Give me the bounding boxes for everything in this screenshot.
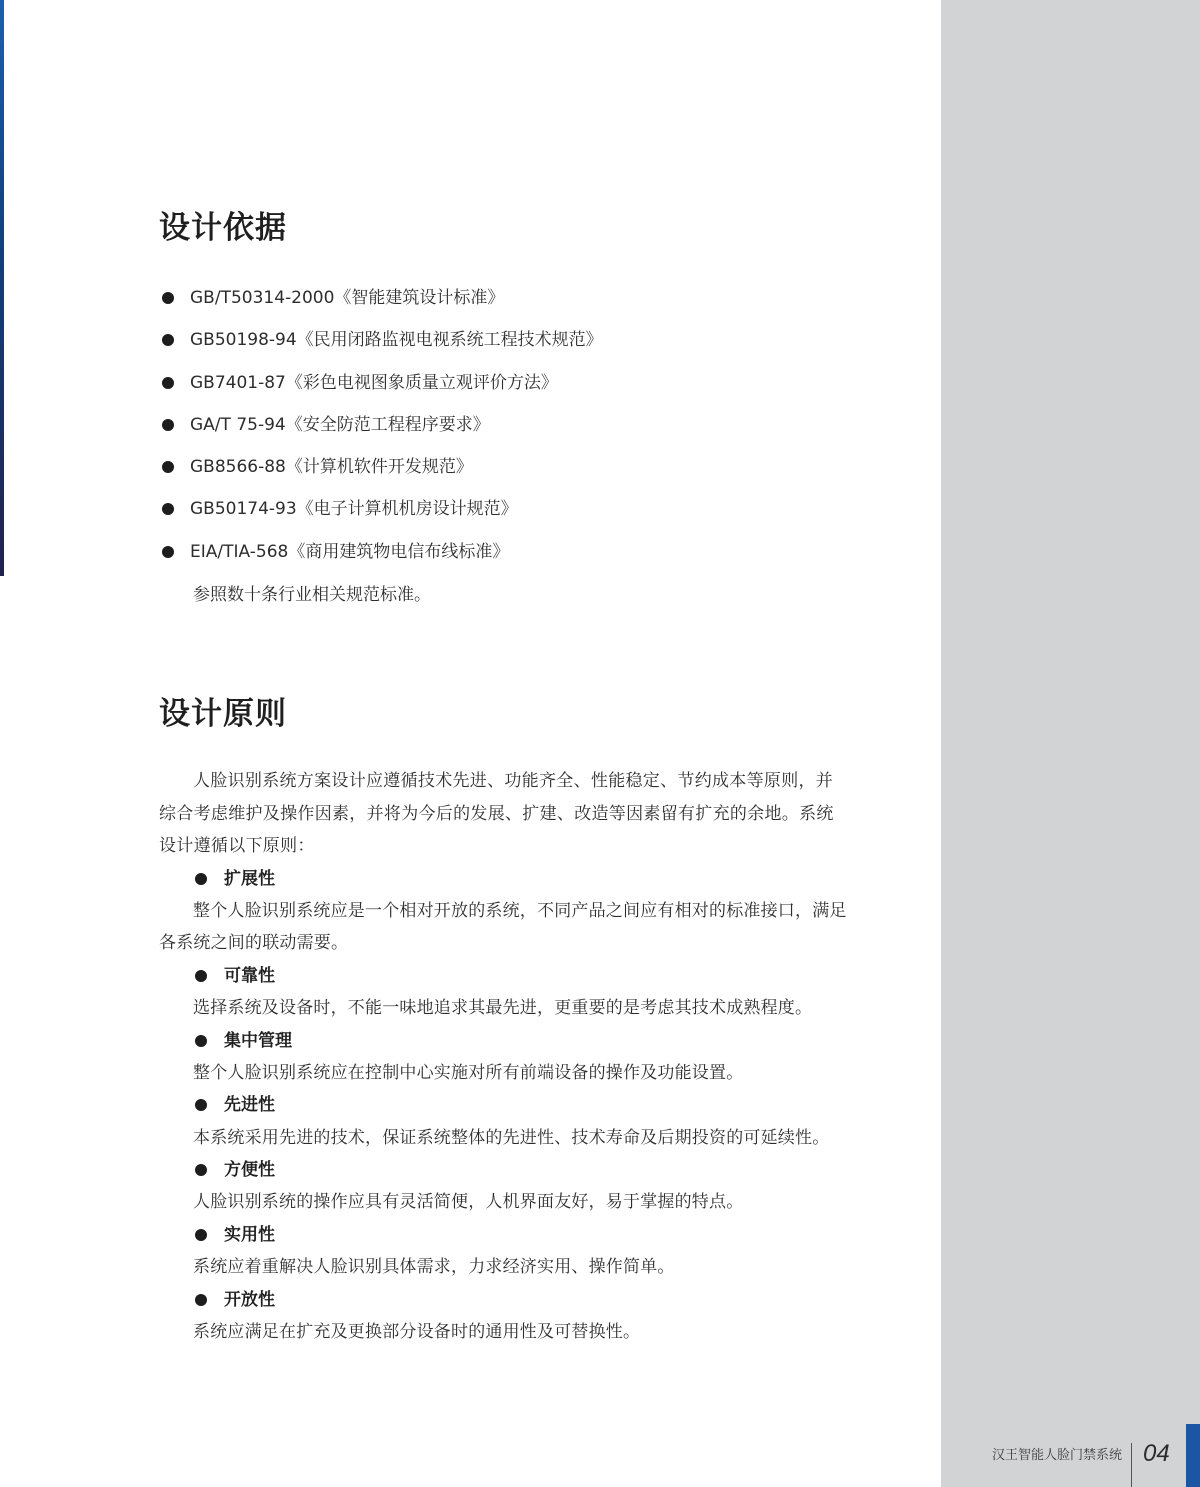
basis-item-text: GB8566-88《计算机软件开发规范》 bbox=[190, 457, 473, 478]
principle-heading bbox=[159, 1089, 849, 1121]
design-basis-list bbox=[160, 285, 603, 581]
principle-heading bbox=[159, 1025, 849, 1057]
bullet-icon bbox=[162, 292, 174, 304]
right-side-panel bbox=[941, 0, 1200, 1487]
principle-heading-text: 先进性 bbox=[224, 1095, 275, 1116]
bullet-icon bbox=[162, 419, 174, 431]
basis-item-text: GB50174-93《电子计算机机房设计规范》 bbox=[190, 499, 518, 520]
list-item bbox=[160, 412, 603, 454]
principle-heading-text: 开放性 bbox=[224, 1289, 275, 1310]
principle-item bbox=[159, 863, 849, 960]
principle-heading-text: 扩展性 bbox=[224, 868, 275, 889]
principle-heading-text: 可靠性 bbox=[224, 965, 275, 986]
principle-item bbox=[159, 1025, 849, 1090]
principle-heading bbox=[159, 1219, 849, 1251]
principle-heading bbox=[159, 1284, 849, 1316]
principle-item bbox=[159, 1219, 849, 1284]
principle-description: 系统应满足在扩充及更换部分设备时的通用性及可替换性。 bbox=[193, 1322, 641, 1343]
bullet-icon bbox=[162, 377, 174, 389]
principle-heading-text: 集中管理 bbox=[224, 1030, 292, 1051]
basis-item-text: GA/T 75-94《安全防范工程程序要求》 bbox=[190, 414, 490, 435]
design-basis-title: 设计依据 bbox=[159, 210, 287, 246]
principle-heading-text: 实用性 bbox=[224, 1224, 275, 1245]
principle-description: 系统应着重解决人脸识别具体需求，力求经济实用、操作简单。 bbox=[193, 1257, 675, 1278]
principle-item bbox=[159, 960, 849, 1025]
basis-item-text: GB/T50314-2000《智能建筑设计标准》 bbox=[190, 288, 505, 308]
basis-item-text: GB7401-87《彩色电视图象质量立观评价方法》 bbox=[190, 372, 558, 393]
footer-title: 汉王智能人脸门禁系统 bbox=[992, 1448, 1123, 1463]
list-item bbox=[160, 539, 603, 581]
design-principles-title: 设计原则 bbox=[159, 696, 287, 732]
bullet-icon bbox=[162, 334, 174, 346]
principle-description: 整个人脸识别系统应是一个相对开放的系统，不同产品之间应有相对的标准接口，满足各系统之间的联动需要。 bbox=[159, 900, 847, 954]
basis-item-text: EIA/TIA-568《商用建筑物电信布线标准》 bbox=[190, 541, 510, 562]
basis-item-text: GB50198-94《民用闭路监视电视系统工程技术规范》 bbox=[190, 330, 603, 351]
design-basis-note: 参照数十条行业相关规范标准。 bbox=[193, 585, 431, 605]
bullet-icon bbox=[162, 503, 174, 515]
list-item bbox=[160, 327, 603, 369]
list-item bbox=[160, 370, 603, 412]
bullet-icon bbox=[195, 1164, 207, 1176]
principle-item bbox=[159, 1154, 849, 1219]
bullet-icon bbox=[162, 546, 174, 558]
list-item bbox=[160, 285, 603, 327]
left-edge-strip bbox=[0, 0, 4, 576]
principle-description: 人脸识别系统的操作应具有灵活简便，人机界面友好，易于掌握的特点。 bbox=[193, 1192, 744, 1213]
list-item bbox=[160, 496, 603, 538]
bullet-icon bbox=[162, 461, 174, 473]
principle-item bbox=[159, 1089, 849, 1154]
bullet-icon bbox=[195, 1294, 207, 1306]
bullet-icon bbox=[195, 1229, 207, 1241]
principle-heading bbox=[159, 960, 849, 992]
principle-description: 选择系统及设备时，不能一味地追求其最先进，更重要的是考虑其技术成熟程度。 bbox=[193, 998, 813, 1019]
principles-intro: 人脸识别系统方案设计应遵循技术先进、功能齐全、性能稳定、节约成本等原则，并综合考虑维护及操作因素，并将为今后的发展、扩建、改造等因素留有扩充的余地。系统设计遵循以下原则： bbox=[159, 771, 834, 856]
bullet-icon bbox=[195, 1035, 207, 1047]
bullet-icon bbox=[195, 873, 207, 885]
page-number: 04 bbox=[1143, 1440, 1170, 1467]
design-principles-body bbox=[159, 765, 849, 1349]
bullet-icon bbox=[195, 1099, 207, 1111]
footer-divider bbox=[1131, 1443, 1132, 1487]
bullet-icon bbox=[195, 970, 207, 982]
page-accent-tab bbox=[1186, 1424, 1200, 1487]
principle-heading bbox=[159, 863, 849, 895]
principle-heading-text: 方便性 bbox=[224, 1160, 275, 1181]
principle-description: 本系统采用先进的技术，保证系统整体的先进性、技术寿命及后期投资的可延续性。 bbox=[193, 1127, 830, 1148]
principle-heading bbox=[159, 1154, 849, 1186]
principle-item bbox=[159, 1284, 849, 1349]
principle-description: 整个人脸识别系统应在控制中心实施对所有前端设备的操作及功能设置。 bbox=[193, 1062, 744, 1083]
list-item bbox=[160, 454, 603, 496]
